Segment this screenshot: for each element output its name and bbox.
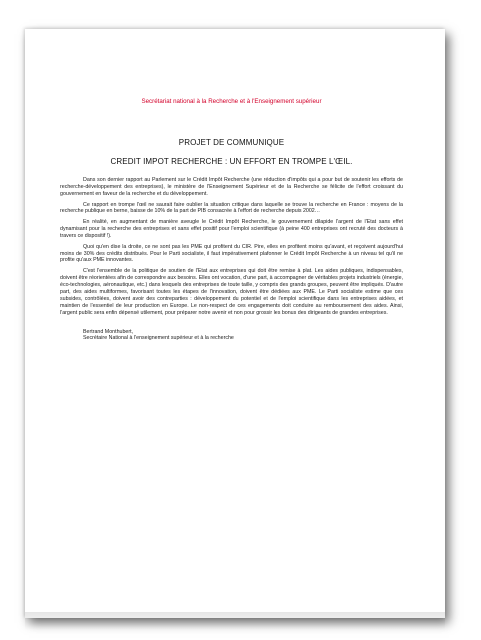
signature-role: Secrétaire National à l'enseignement supérieur et à la recherche (83, 335, 234, 342)
document-content (60, 71, 403, 342)
document-subtitle: CREDIT IMPOT RECHERCHE : UN EFFORT EN TROMPE L'ŒIL. (110, 157, 353, 166)
paragraph: En réalité, en augmentant de manière aveugle le Crédit Impôt Recherche, le gouvernement dilapide l'argent de l'Etat sans effet dynamisant pour la recherche des entreprises et sans effet positif pour l'emploi scientifique (à peine 400 entreprises ont recruté des docteurs à travers ce dispositif !). (60, 219, 403, 239)
paragraph: Quoi qu'en dise la droite, ce ne sont pas les PME qui profitent du CIR. Pire, elles en profitent moins qu'avant, et reçoivent aujourd'hui moins de 30% des crédits distribués. Pour le Parti socialiste, il faut impérativement plafonner le Crédit Impôt Recherche à un niveau tel qu'il ne profite qu'aux PME innovantes. (60, 243, 403, 264)
paragraph: Ce rapport en trompe l'œil ne saurait faire oublier la situation critique dans laquelle se trouve la recherche en France : moyens de la recherche publique en berne, baisse de 10% de la part de PIB consacrée à l'effort de recherche depuis 2002… (60, 201, 403, 215)
paragraph: Dans son dernier rapport au Parlement sur le Crédit Impôt Recherche (une réduction d'impôts qui a pour but de soutenir les efforts de recherche-développement des entreprises), le ministère de l'Enseignement Supérieur et de la Recherche se félicite de l'effort croissant du gouvernement en faveur de la recherche et du développement. (60, 177, 403, 197)
document-title: PROJET DE COMMUNIQUE (178, 138, 285, 147)
paragraph: C'est l'ensemble de la politique de soutien de l'Etat aux entreprises qui doit être remise à plat. Les aides publiques, indispensables, doivent être réorientées afin de correspondre aux besoins. Elles ont vocation, d'une part, à accompagner de véritables projets industriels (énergie, éco-technologies, aéronautique, etc.) dans lesquels des entreprises de toute taille, y compris des grands groupes, peuvent être impliqués. D'autre part, des aides multiformes, favorisant toutes les étapes de l'innovation, doivent être dédiées aux PME. Le Parti socialiste estime que ces subsides, contrôlées, doivent avoir des contreparties : développement du potentiel et de l'emploi scientifique dans les entreprises aidées, et maintien de l'essentiel de leur production en Europe. Le non-respect de ces engagements doit conduire au remboursement des aides. Ainsi, l'argent public sera enfin dépensé utilement, pour préparer notre avenir et non pour grossir les bonus des dirigeants de grandes entreprises. (60, 268, 403, 316)
signature-name: Bertrand Monthubert, (83, 328, 134, 335)
signature-block (60, 329, 403, 343)
document-body (60, 177, 403, 317)
page-reflection (25, 612, 445, 630)
organization-header: Secrétariat national à la Recherche et à l'Enseignement supérieur (141, 98, 322, 105)
